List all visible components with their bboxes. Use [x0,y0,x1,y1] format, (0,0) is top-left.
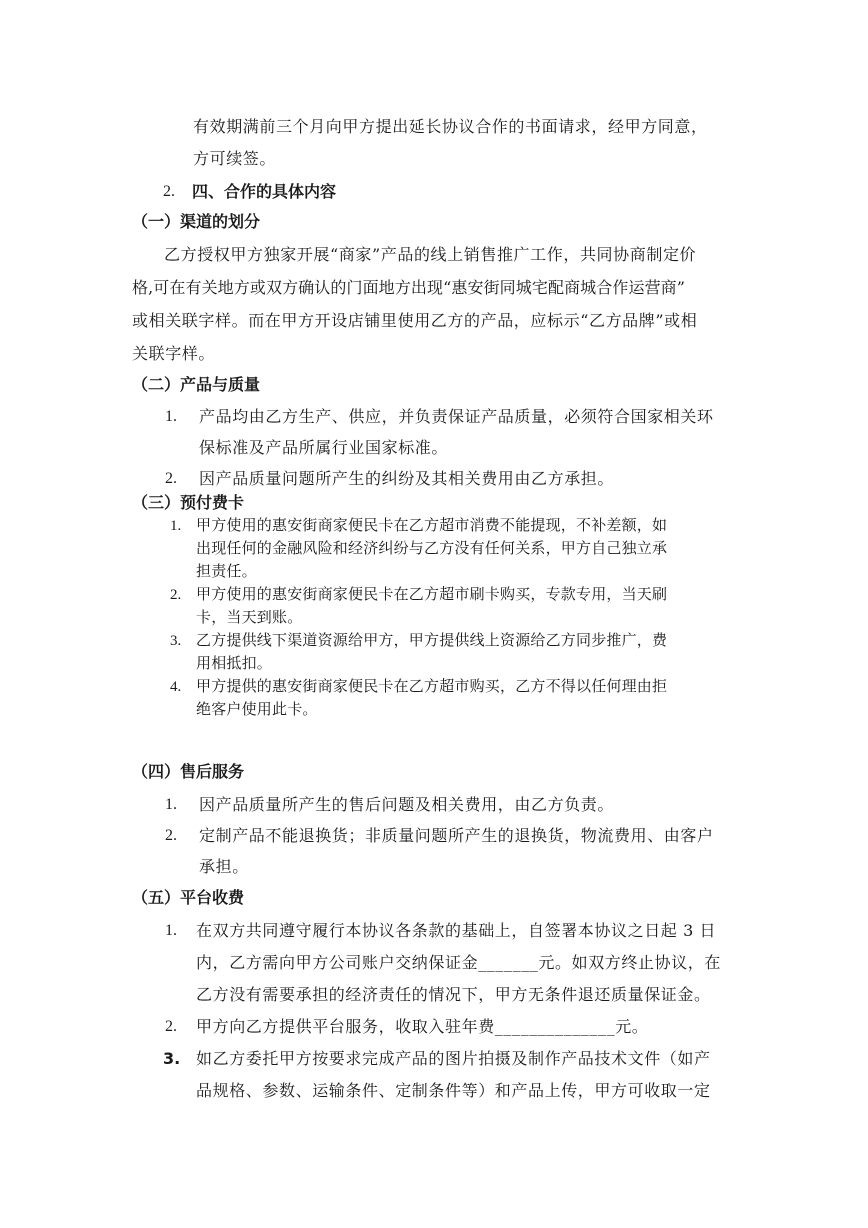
subsection-heading: （三）预付费卡 [132,493,245,512]
list-number: 3. [170,633,182,649]
list-number: 2. [170,587,182,603]
section-number: 2. [163,183,175,200]
subsection-heading: （四）售后服务 [132,762,245,781]
paragraph-line: 或相关联字样。而在甲方开设店铺里使用乙方的产品，应标示“乙方品牌”或相 [132,311,698,330]
paragraph-line: 关联字样。 [132,344,216,363]
list-number: 1. [165,796,177,813]
list-item-line: 保标准及产品所属行业国家标准。 [199,438,449,457]
list-number: 3. [163,1049,181,1068]
list-item-line: 甲方使用的惠安街商家便民卡在乙方超市消费不能提现，不补差额，如 [196,516,668,534]
list-item-line: 产品均由乙方生产、供应，并负责保证产品质量，必须符合国家相关环 [199,407,714,426]
list-item-line: 卡，当天到账。 [196,608,303,626]
subsection-heading: （五）平台收费 [132,888,245,907]
list-item-line: 乙方没有需要承担的经济责任的情况下，甲方无条件退还质量保证金。 [196,985,711,1004]
list-item-line: 甲方向乙方提供平台服务，收取入驻年费______________元。 [196,1017,649,1036]
list-item-line: 因产品质量所产生的售后问题及相关费用，由乙方负责。 [199,795,615,814]
list-item-line: 因产品质量问题所产生的纠纷及其相关费用由乙方承担。 [199,469,615,488]
list-number: 2. [165,470,177,487]
list-item-line: 绝客户使用此卡。 [196,700,318,718]
subsection-heading: （一）渠道的划分 [132,212,261,231]
list-item-line: 承担。 [199,857,249,876]
list-item-line: 如乙方委托甲方按要求完成产品的图片拍摄及制作产品技术文件（如产 [196,1049,711,1068]
list-item-line: 甲方使用的惠安街商家便民卡在乙方超市刷卡购买，专款专用，当天刷 [196,585,668,603]
continuation-line: 方可续签。 [193,149,277,168]
subsection-heading: （二）产品与质量 [132,375,261,394]
list-number: 4. [170,679,182,695]
continuation-line: 有效期满前三个月向甲方提出延长协议合作的书面请求，经甲方同意， [193,117,708,136]
list-number: 2. [165,827,177,844]
paragraph-line: 乙方授权甲方独家开展“商家”产品的线上销售推广工作，共同协商制定价 [164,245,697,264]
list-item-line: 内，乙方需向甲方公司账户交纳保证金_______元。如双方终止协议，在 [196,953,722,972]
list-item-line: 用相抵扣。 [196,654,273,672]
list-item-line: 甲方提供的惠安街商家便民卡在乙方超市购买，乙方不得以任何理由拒 [196,677,668,695]
list-number: 2. [165,1018,177,1035]
list-number: 1. [165,922,177,939]
list-number: 1. [170,518,182,534]
list-item-line: 乙方提供线下渠道资源给甲方，甲方提供线上资源给乙方同步推广，费 [196,631,668,649]
list-item-line: 担责任。 [196,562,257,580]
list-item-line: 品规格、参数、运输条件、定制条件等）和产品上传，甲方可收取一定 [196,1081,711,1100]
section-heading: 四、合作的具体内容 [192,182,337,201]
list-item-line: 定制产品不能退换货；非质量问题所产生的退换货，物流费用、由客户 [199,826,714,845]
list-item-line: 出现任何的金融风险和经济纠纷与乙方没有任何关系，甲方自己独立承 [196,539,668,557]
paragraph-line: 格,可在有关地方或双方确认的门面地方出现“惠安街同城宅配商城合作运营商” [132,278,686,297]
list-number: 1. [165,408,177,425]
list-item-line: 在双方共同遵守履行本协议各条款的基础上，自签署本协议之日起 3 日 [196,921,717,940]
